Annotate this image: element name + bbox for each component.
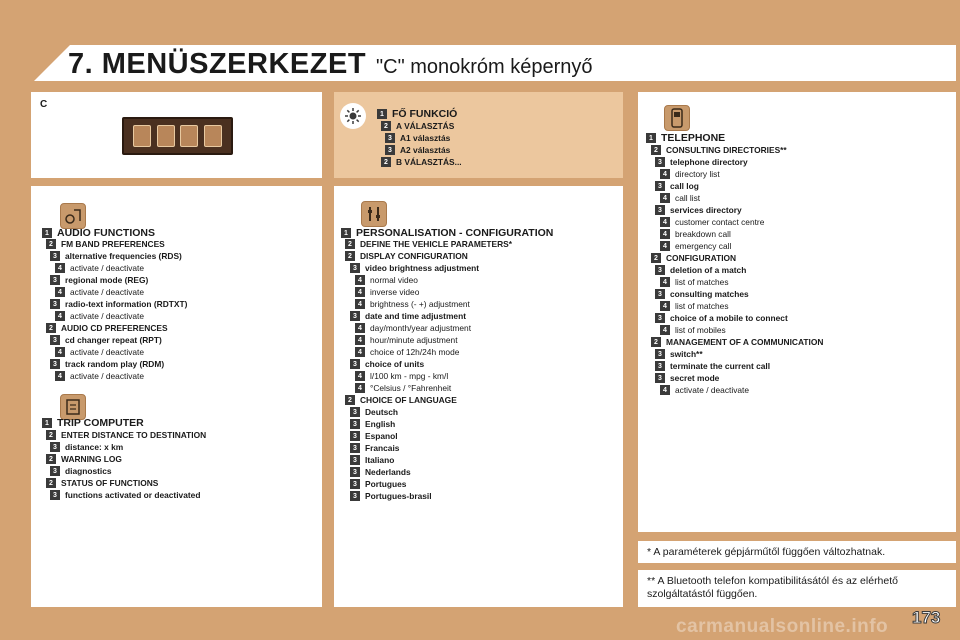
main-function-row: 3 A1 választás — [385, 133, 450, 143]
page-title: 7. MENÜSZERKEZET — [68, 48, 367, 80]
personalisation-icon — [361, 201, 387, 227]
trip-row: 3 functions activated or deactivated — [50, 490, 200, 500]
telephone-row: 3 call log — [655, 181, 699, 191]
personalisation-row: 3 English — [350, 419, 395, 429]
monochrome-display-image — [122, 117, 233, 155]
telephone-row: 2 MANAGEMENT OF A COMMUNICATION — [651, 337, 823, 347]
footnote-bluetooth: ** A Bluetooth telefon kompatibilitásától és az elérhető szolgáltatástól függően. — [638, 570, 956, 607]
personalisation-row: 3 video brightness adjustment — [350, 263, 479, 273]
personalisation-row: 4 brightness (- +) adjustment — [355, 299, 470, 309]
main-function-panel — [334, 92, 623, 178]
telephone-row: 4 breakdown call — [660, 229, 731, 239]
telephone-row: 3 choice of a mobile to connect — [655, 313, 788, 323]
trip-row: 2 WARNING LOG — [46, 454, 122, 464]
display-settings-icon — [204, 125, 222, 147]
telephone-row: 3 consulting matches — [655, 289, 749, 299]
display-letter: C — [40, 99, 48, 110]
audio-row: 4 activate / deactivate — [55, 287, 144, 297]
audio-row: 2 AUDIO CD PREFERENCES — [46, 323, 168, 333]
audio-row: 4 activate / deactivate — [55, 347, 144, 357]
personalisation-row: 1 PERSONALISATION - CONFIGURATION — [341, 227, 553, 239]
audio-row: 4 activate / deactivate — [55, 311, 144, 321]
main-function-row: 2 A VÁLASZTÁS — [381, 121, 454, 131]
main-function-row: 3 A2 választás — [385, 145, 450, 155]
telephone-row: 4 directory list — [660, 169, 720, 179]
audio-row: 3 cd changer repeat (RPT) — [50, 335, 162, 345]
trip-row: 3 distance: x km — [50, 442, 123, 452]
personalisation-row: 3 Nederlands — [350, 467, 411, 477]
personalisation-row: 4 normal video — [355, 275, 418, 285]
personalisation-row: 4 inverse video — [355, 287, 419, 297]
display-phone-icon — [180, 125, 198, 147]
telephone-icon — [664, 105, 690, 131]
page-subtitle: "C" monokróm képernyő — [376, 56, 593, 78]
audio-row: 1 AUDIO FUNCTIONS — [42, 227, 155, 239]
telephone-row: 4 activate / deactivate — [660, 385, 749, 395]
audio-row: 3 track random play (RDM) — [50, 359, 164, 369]
personalisation-row: 4 °Celsius / °Fahrenheit — [355, 383, 451, 393]
watermark: carmanualsonline.info — [676, 616, 889, 637]
audio-icon — [60, 203, 86, 229]
telephone-row: 3 terminate the current call — [655, 361, 770, 371]
personalisation-row: 3 Francais — [350, 443, 399, 453]
telephone-row: 4 list of matches — [660, 301, 729, 311]
personalisation-row: 3 Portugues-brasil — [350, 491, 432, 501]
audio-row: 3 radio-text information (RDTXT) — [50, 299, 187, 309]
telephone-row: 4 customer contact centre — [660, 217, 764, 227]
personalisation-row: 4 l/100 km - mpg - km/l — [355, 371, 448, 381]
personalisation-row: 3 Deutsch — [350, 407, 398, 417]
page-number: 173 — [912, 608, 941, 627]
personalisation-row: 2 DISPLAY CONFIGURATION — [345, 251, 468, 261]
personalisation-row: 4 hour/minute adjustment — [355, 335, 458, 345]
main-function-row: 2 B VÁLASZTÁS... — [381, 157, 462, 167]
personalisation-row: 2 CHOICE OF LANGUAGE — [345, 395, 457, 405]
telephone-row: 2 CONFIGURATION — [651, 253, 736, 263]
personalisation-row: 3 Espanol — [350, 431, 398, 441]
trip-row: 1 TRIP COMPUTER — [42, 417, 144, 429]
telephone-row: 4 emergency call — [660, 241, 731, 251]
telephone-row: 1 TELEPHONE — [646, 132, 725, 144]
audio-row: 2 FM BAND PREFERENCES — [46, 239, 165, 249]
footnote-parameters: * A paraméterek gépjárműtől függően változhatnak. — [638, 541, 956, 563]
audio-row: 4 activate / deactivate — [55, 371, 144, 381]
telephone-row: 3 deletion of a match — [655, 265, 746, 275]
audio-row: 3 regional mode (REG) — [50, 275, 148, 285]
personalisation-row: 4 day/month/year adjustment — [355, 323, 471, 333]
display-audio-icon — [133, 125, 151, 147]
telephone-row: 4 list of matches — [660, 277, 729, 287]
telephone-row: 2 CONSULTING DIRECTORIES** — [651, 145, 787, 155]
telephone-row: 3 services directory — [655, 205, 742, 215]
telephone-row: 3 switch** — [655, 349, 703, 359]
trip-row: 3 diagnostics — [50, 466, 112, 476]
telephone-row: 4 list of mobiles — [660, 325, 726, 335]
personalisation-row: 2 DEFINE THE VEHICLE PARAMETERS* — [345, 239, 512, 249]
personalisation-row: 3 Italiano — [350, 455, 394, 465]
sun-settings-icon — [340, 103, 366, 129]
personalisation-row: 3 date and time adjustment — [350, 311, 466, 321]
telephone-row: 3 secret mode — [655, 373, 719, 383]
audio-row: 4 activate / deactivate — [55, 263, 144, 273]
audio-row: 3 alternative frequencies (RDS) — [50, 251, 182, 261]
telephone-row: 3 telephone directory — [655, 157, 748, 167]
main-function-row: 1 FŐ FUNKCIÓ — [377, 108, 457, 120]
personalisation-row: 3 choice of units — [350, 359, 424, 369]
trip-row: 2 ENTER DISTANCE TO DESTINATION — [46, 430, 206, 440]
display-trip-icon — [157, 125, 175, 147]
personalisation-row: 3 Portugues — [350, 479, 406, 489]
personalisation-row: 4 choice of 12h/24h mode — [355, 347, 459, 357]
page-header — [68, 46, 593, 82]
telephone-row: 4 call list — [660, 193, 700, 203]
trip-row: 2 STATUS OF FUNCTIONS — [46, 478, 158, 488]
